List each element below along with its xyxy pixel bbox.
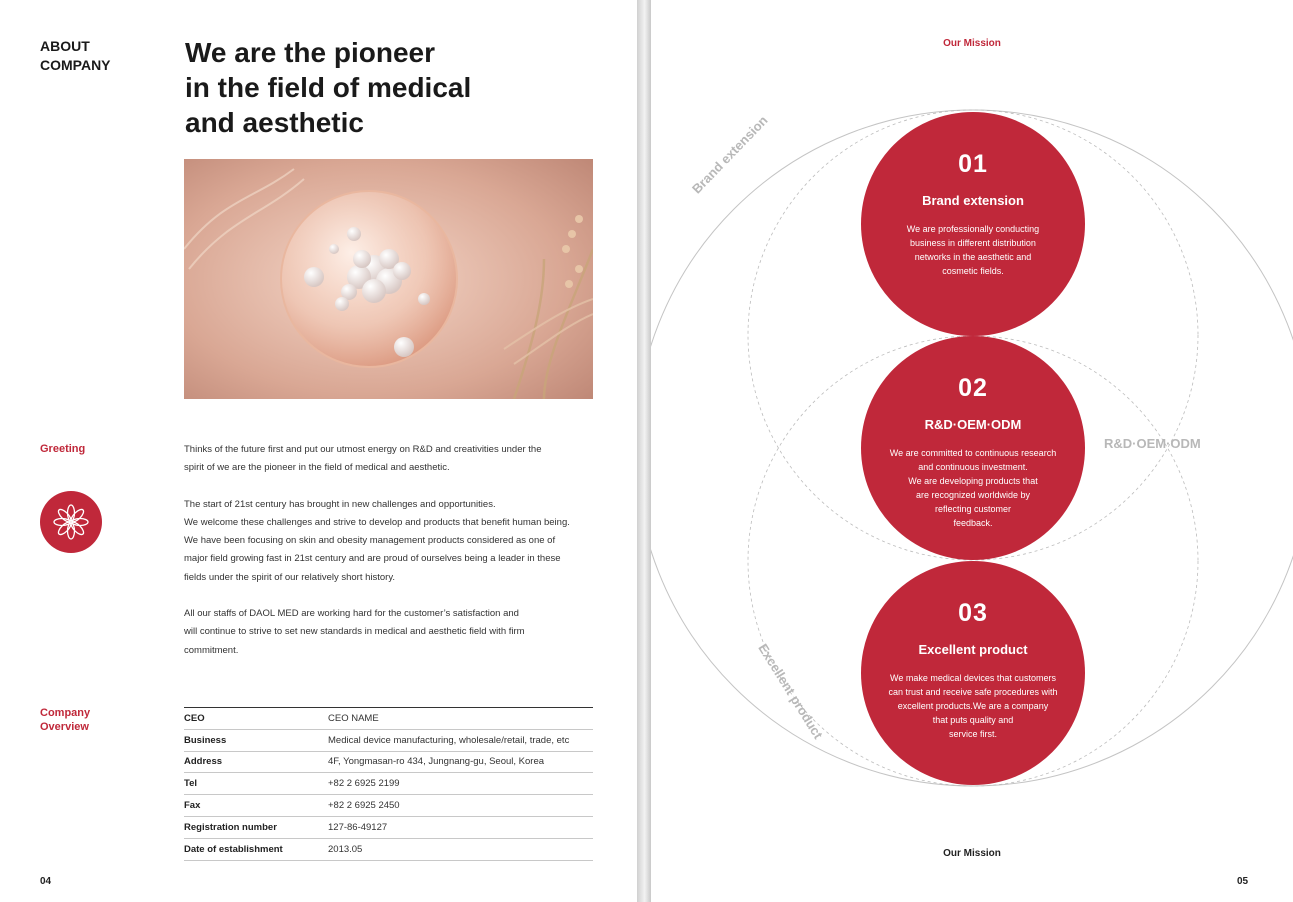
greeting-line: fields under the spirit of our relatively short history. [184,571,396,583]
circle-number: 02 [958,374,988,402]
overview-label-line: Overview [40,721,89,733]
headline-line: in the field of medical [185,72,472,103]
greeting-paragraph [184,496,604,587]
overview-key: Date of establishment [184,843,283,855]
overview-label-line: Company [40,707,91,719]
section-title-line: ABOUT [40,38,90,54]
description-line: are recognized worldwide by [915,490,1031,500]
overview-key: Tel [184,778,198,790]
description-line: networks in the aesthetic and [914,252,1032,262]
greeting-label: Greeting [40,443,86,455]
table-row [184,816,593,838]
company-overview-label [40,706,120,734]
ring-label-rnd: R&D·OEM·ODM [1104,436,1201,451]
flower-emblem-icon [40,491,102,553]
overview-value: 4F, Yongmasan-ro 434, Jungnang-gu, Seoul, Korea [328,756,545,768]
overview-value: CEO NAME [328,712,379,724]
description-line: feedback. [953,518,993,528]
circle-title: Brand extension [922,193,1024,208]
description-line: We make medical devices that customers [890,673,1056,683]
overview-key: Registration number [184,821,277,833]
table-row [184,751,593,773]
mission-circle-02 [861,336,1085,560]
ring-label-excellent-product: Excellent product [755,641,826,742]
section-title [40,37,160,75]
right-page [651,0,1293,902]
circle-description [883,222,1063,278]
description-line: We are developing products that [908,476,1038,486]
headline-line: and aesthetic [185,107,364,138]
description-line: business in different distribution [910,238,1036,248]
table-row [184,729,593,751]
overview-value: +82 2 6925 2199 [328,778,400,790]
mission-footer: Our Mission [943,848,1001,859]
greeting-line: spirit of we are the pioneer in the field of medical and aesthetic. [184,462,450,474]
overview-value: Medical device manufacturing, wholesale/retail, trade, etc [328,734,570,746]
page-number-left: 04 [40,876,52,887]
page-headline [185,35,605,140]
mission-heading: Our Mission [943,38,1001,49]
greeting-line: commitment. [184,644,239,656]
hero-image-cell-dna [184,159,593,399]
greeting-line: The start of 21st century has brought in new challenges and opportunities. [184,498,496,510]
page-number-right: 05 [1237,876,1249,887]
greeting-line: We welcome these challenges and strive to develop and products that benefit human being. [184,516,570,528]
overview-value: +82 2 6925 2450 [328,800,400,812]
circle-description [883,446,1063,530]
greeting-line: We have been focusing on skin and obesity management products considered as one of [184,535,556,547]
overview-key: Business [184,734,227,746]
description-line: that puts quality and [932,715,1014,725]
table-row [184,838,593,860]
overview-value: 2013.05 [328,843,363,855]
circle-description [883,671,1063,741]
company-overview-table [184,707,593,861]
overview-value: 127-86-49127 [328,821,388,833]
table-row [184,708,593,730]
description-line: and continuous investment. [918,462,1028,472]
greeting-line: will continue to strive to set new standards in medical and aesthetic field with firm [184,626,525,638]
table-row [184,795,593,817]
circle-number: 03 [958,599,988,627]
greeting-line: Thinks of the future first and put our utmost energy on R&D and creativities under the [184,444,542,455]
left-page [0,0,637,902]
description-line: service first. [948,729,997,739]
greeting-line: All our staffs of DAOL MED are working hard for the customer’s satisfaction and [184,608,519,620]
circle-title: R&D·OEM·ODM [924,417,1022,432]
description-line: reflecting customer [934,504,1012,514]
table-row [184,773,593,795]
circle-number: 01 [958,150,988,178]
mission-circle-01 [861,112,1085,336]
ring-label-brand-extension: Brand extension [689,112,771,197]
greeting-text [184,441,604,678]
overview-key: CEO [184,712,205,724]
book-spine [637,0,651,902]
mission-circle-03 [861,561,1085,785]
headline-line: We are the pioneer [185,37,436,68]
greeting-line: major field growing fast in 21st century and are proud of ourselves being a leader in these [184,553,561,565]
description-line: We are committed to continuous research [889,448,1057,458]
description-line: We are professionally conducting [906,224,1040,234]
section-title-line: COMPANY [40,57,111,73]
overview-key: Fax [184,800,201,812]
description-line: cosmetic fields. [942,266,1004,276]
description-line: can trust and receive safe procedures with [888,687,1058,697]
circle-title: Excellent product [918,642,1028,657]
greeting-paragraph [184,441,604,478]
greeting-paragraph [184,605,604,660]
overview-key: Address [184,756,223,768]
description-line: excellent products.We are a company [897,701,1049,711]
